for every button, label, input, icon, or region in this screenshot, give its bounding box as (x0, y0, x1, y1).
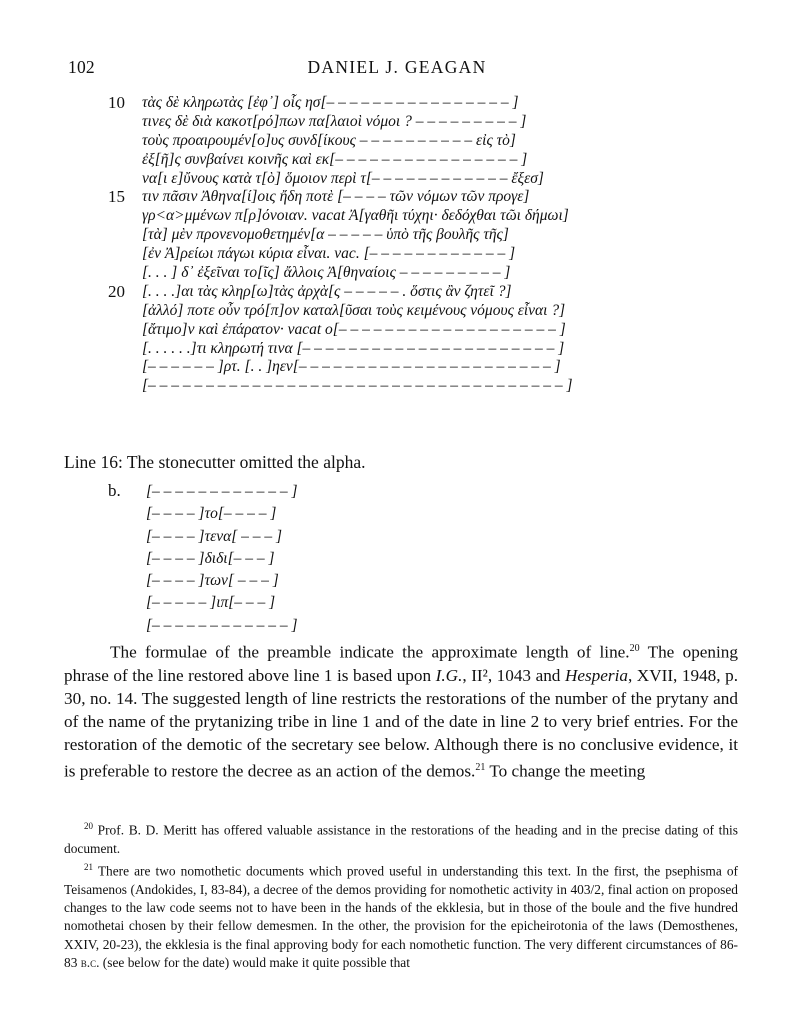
body-text: , II², 1043 and (462, 665, 565, 685)
inscription-line-text: τοὺς προαιρουμέν[ο]υς συνδ[ίκους – – – – – – – – – – εἰς τὸ] (142, 131, 516, 149)
inscription-line (108, 283, 668, 302)
fragment-b-line: [– – – – ]των[ – – – ] (146, 572, 279, 590)
body-text: , XVII, 1948, p. 30, no. 14. The suggested length of line restricts the restorations of the number of the prytany and of the name of the prytanizing tribe in line 1 and of the date in line 2 to very brief entries. For the restoration of the demotic of the secretary see below. Although there is no conclusive evidence, it is preferable to restore the decree as an action of the demos. (64, 665, 739, 781)
inscription-line (108, 113, 668, 132)
inscription-line-text: [ἄτιμο]ν καὶ ἐπάρατον· vacat ο[– – – – – – – – – – – – – – – – – – – ] (142, 320, 566, 338)
inscription-line (108, 302, 668, 321)
inscription-line (108, 226, 668, 245)
inscription-line-text: [ἀλλό] ποτε οὖν τρό[π]ον καταλ[ῦσαι τοὺς κειμένους νόμους εἶναι ?] (142, 301, 566, 319)
line-number: 15 (108, 187, 125, 207)
footnotes (64, 817, 738, 972)
inscription-line-text: [. . . . . .]τι κληρωτή τινα [– – – – – – – – – – – – – – – – – – – – – – ] (142, 339, 565, 357)
footnote-text: Prof. B. D. Meritt has offered valuable assistance in the restorations of the heading and in the precise dating of this document. (64, 822, 738, 856)
inscription-line (108, 188, 668, 207)
inscription-line (108, 321, 668, 340)
inscription-line-text: τὰς δὲ κληρωτὰς [ἐφ᾽] οἷς ησ[– – – – – – – – – – – – – – – – ] (142, 94, 519, 111)
fragment-b-line: [– – – – – ]ιπ[– – – ] (146, 594, 276, 612)
inscription-line (108, 207, 668, 226)
footnote-21 (64, 858, 738, 972)
footnote-mark: 20 (84, 821, 93, 831)
inscription-line-text: [– – – – – – ]ρτ. [. . ]ηεν[– – – – – – – – – – – – – – – – – – – – – – ] (142, 358, 561, 376)
footnote-mark: 21 (84, 862, 93, 873)
body-text: To change the meeting (485, 761, 646, 781)
footnote-text: There are two nomothetic documents which proved useful in understanding this text. In the first, the psephisma of Teisamenos (Andokides, I, 83-84), a decree of the demos providing for nomothetic activity in 403/2, final action on proposed changes to the law code seems not to have been in the hands of the ekklesia, but in those of the boule and the five hundred nomothetai chosen by their fellow demesmen. In the other, the provision for the epicheirotonia of the laws (Demosthenes, XXIV, 20-23), the ekklesia is the final approving body for each nomothetic function. The very different circumstances of 86-83 (64, 863, 738, 971)
fragment-b-line: [– – – – ]τενα[ – – – ] (146, 527, 283, 545)
line-number: 20 (108, 281, 125, 301)
line-16-note: Line 16: The stonecutter omitted the alpha. (64, 452, 366, 472)
inscription-line-text: [ἐν Ἀ]ρείωι πάγωι κύρια εἶναι. vac. [– – – – – – – – – – – – ] (142, 245, 516, 263)
fragment-b-line: [– – – – ]διδι[– – – ] (146, 549, 275, 567)
inscription-line-text: τιν πᾶσιν Ἀθηνα[ί]οις ἤδη ποτὲ [– – – – τῶν νόμων τῶν προγε] (142, 188, 530, 206)
inscription-line (108, 340, 668, 359)
footnote-text: (see below for the date) would make it quite possible that (99, 955, 410, 971)
body-text: The opening phrase of the line restored above line 1 is based upon (64, 642, 738, 685)
running-title: DANIEL J. GEAGAN (307, 57, 487, 77)
citation-hesperia: Hesperia (564, 665, 628, 685)
fragment-b-line: [– – – – – – – – – – – – ] (146, 483, 298, 500)
inscription-line (108, 264, 668, 283)
page-number: 102 (68, 57, 95, 77)
inscription-line (108, 132, 668, 151)
inscription-line-text: να[ι ε]ὔνους κατὰ τ[ὸ] ὅμοιον περὶ τ[– – – – – – – – – – – – ἔξεσ] (142, 169, 544, 187)
footnote-20 (64, 817, 738, 858)
line-number: 10 (108, 93, 125, 112)
inscription-line-text: ἐξ[ῆ]ς συνβαίνει κοινῆς καὶ εκ[– – – – – – – – – – – – – – – – ] (142, 150, 528, 168)
body-text: The formulae of the preamble indicate the approximate length of line. (110, 642, 630, 662)
inscription-line (108, 94, 668, 113)
inscription-line-text: [– – – – – – – – – – – – – – – – – – – – – – – – – – – – – – – – – – – – ] (142, 377, 573, 395)
inscription-line-text: [τὰ] μὲν προνενομοθετημέν[α – – – – – ὑπὸ τῆς βουλῆς τῆς] (142, 226, 509, 244)
fragment-b-label: b. (108, 481, 121, 500)
inscription-line (108, 377, 668, 396)
body-paragraph (64, 637, 738, 782)
inscription-line (108, 151, 668, 170)
running-header (64, 57, 730, 81)
footnote-ref-21[interactable]: 21 (475, 761, 486, 773)
inscription-line (108, 245, 668, 264)
inscription-line-text: [. . . ] δ᾽ ἐξεῖναι το[ῖς] ἄλλοις Ἀ[θηναίοις – – – – – – – – – ] (142, 264, 511, 282)
footnote-ref-20[interactable]: 20 (629, 643, 640, 654)
fragment-b-lines (146, 481, 346, 637)
fragment-b-line: [– – – – ]το[– – – – ] (146, 505, 277, 523)
fragment-b-line: [– – – – – – – – – – – – ] (146, 616, 298, 634)
inscription-line-text: γρ<α>μμένων π[ρ]όνοιαν. vacat Ἀ[γαθῆι τύχηι· δεδόχθαι τῶι δήμωι] (142, 207, 569, 225)
footnote-era: b.c. (80, 955, 100, 971)
inscription-line (108, 358, 668, 377)
inscription-line (108, 170, 668, 189)
inscription-line-text: τινες δὲ διὰ κακοτ[ρό]πων πα[λαιοὶ νόμοι ? – – – – – – – – – ] (142, 112, 527, 130)
inscription-line-text: [. . . .]αι τὰς κληρ[ω]τὰς ἀρχὰ[ς – – – – – . ὅστις ἂν ζητεῖ ?] (142, 282, 512, 300)
inscription-text-a (108, 94, 668, 396)
citation-ig: I.G. (435, 665, 463, 685)
